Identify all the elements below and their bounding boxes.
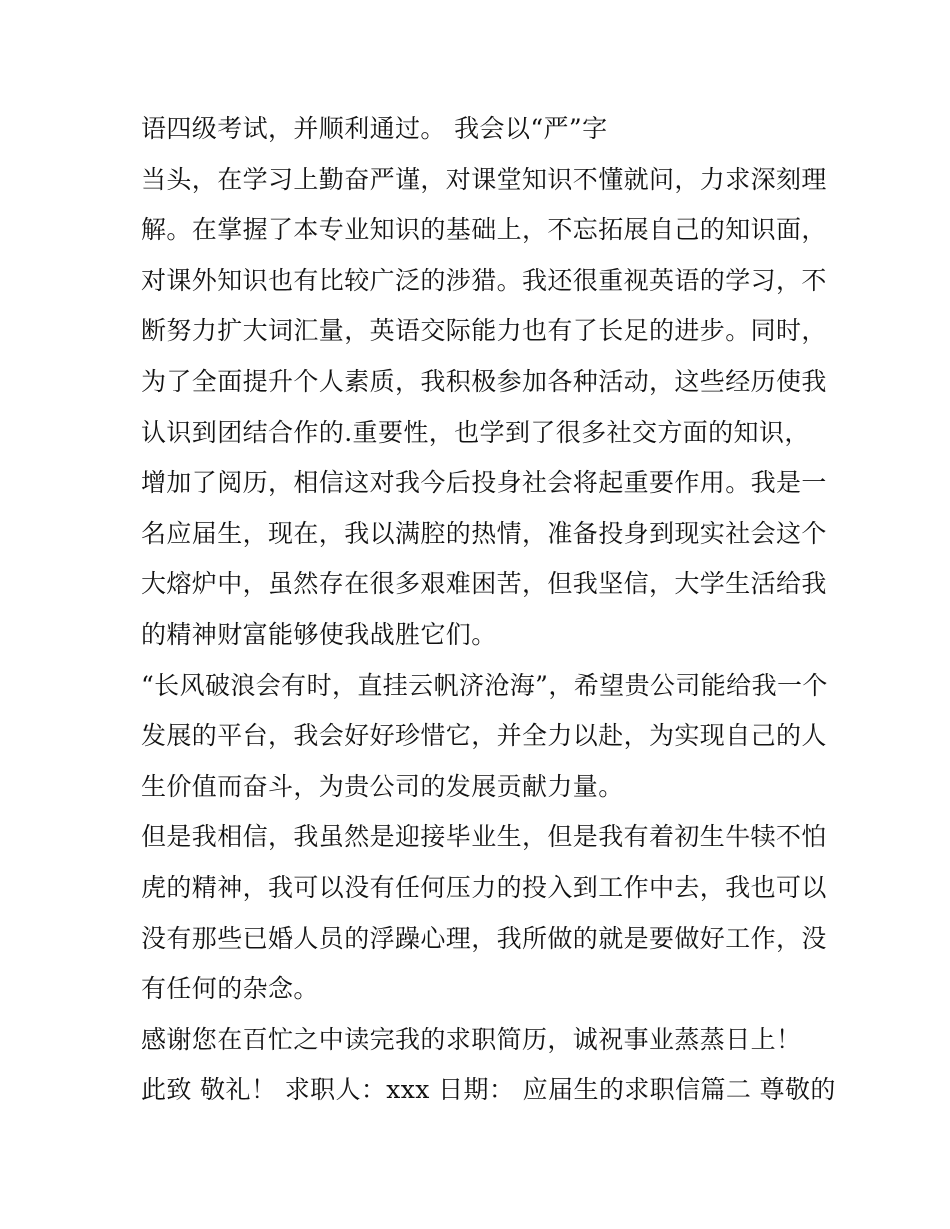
text-line: 虎的精神，我可以没有任何压力的投入到工作中去，我也可以 — [141, 872, 827, 902]
text-line: 对课外知识也有比较广泛的涉猎。我还很重视英语的学习，不 — [141, 265, 827, 295]
text-line: 感谢您在百忙之中读完我的求职简历，诚祝事业蒸蒸日上！ — [141, 1024, 802, 1054]
text-line: 当头，在学习上勤奋严谨，对课堂知识不懂就问，力求深刻理 — [141, 164, 827, 194]
text-line: 为了全面提升个人素质，我积极参加各种活动，这些经历使我 — [141, 366, 827, 396]
text-line: 但是我相信，我虽然是迎接毕业生，但是我有着初生牛犊不怕 — [141, 822, 827, 852]
text-line: 有任何的杂念。 — [141, 974, 319, 1004]
text-line: 解。在掌握了本专业知识的基础上，不忘拓展自己的知识面， — [141, 215, 827, 245]
document-body — [141, 110, 836, 1122]
text-line: 发展的平台，我会好好珍惜它，并全力以赴，为实现自己的人 — [141, 721, 827, 751]
text-line: 大熔炉中，虽然存在很多艰难困苦，但我坚信，大学生活给我 — [141, 569, 827, 599]
text-line: 增加了阅历，相信这对我今后投身社会将起重要作用。我是一 — [141, 468, 827, 498]
text-line: 认识到团结合作的.重要性，也学到了很多社交方面的知识， — [141, 417, 810, 447]
text-line: 没有那些已婚人员的浮躁心理，我所做的就是要做好工作，没 — [141, 923, 827, 953]
text-line: 名应届生，现在，我以满腔的热情，准备投身到现实社会这个 — [141, 518, 827, 548]
text-line: 此致 敬礼！ 求职人：xxx 日期： 应届生的求职信篇二 尊敬的 — [141, 1075, 836, 1105]
text-line: “长风破浪会有时，直挂云帆济沧海”，希望贵公司能给我一个 — [141, 670, 828, 700]
text-line: 语四级考试，并顺利通过。 我会以“严”字 — [141, 114, 608, 143]
text-line: 生价值而奋斗，为贵公司的发展贡献力量。 — [141, 771, 624, 801]
text-line: 断努力扩大词汇量，英语交际能力也有了长足的进步。同时， — [141, 316, 827, 346]
text-line: 的精神财富能够使我战胜它们。 — [141, 619, 497, 649]
